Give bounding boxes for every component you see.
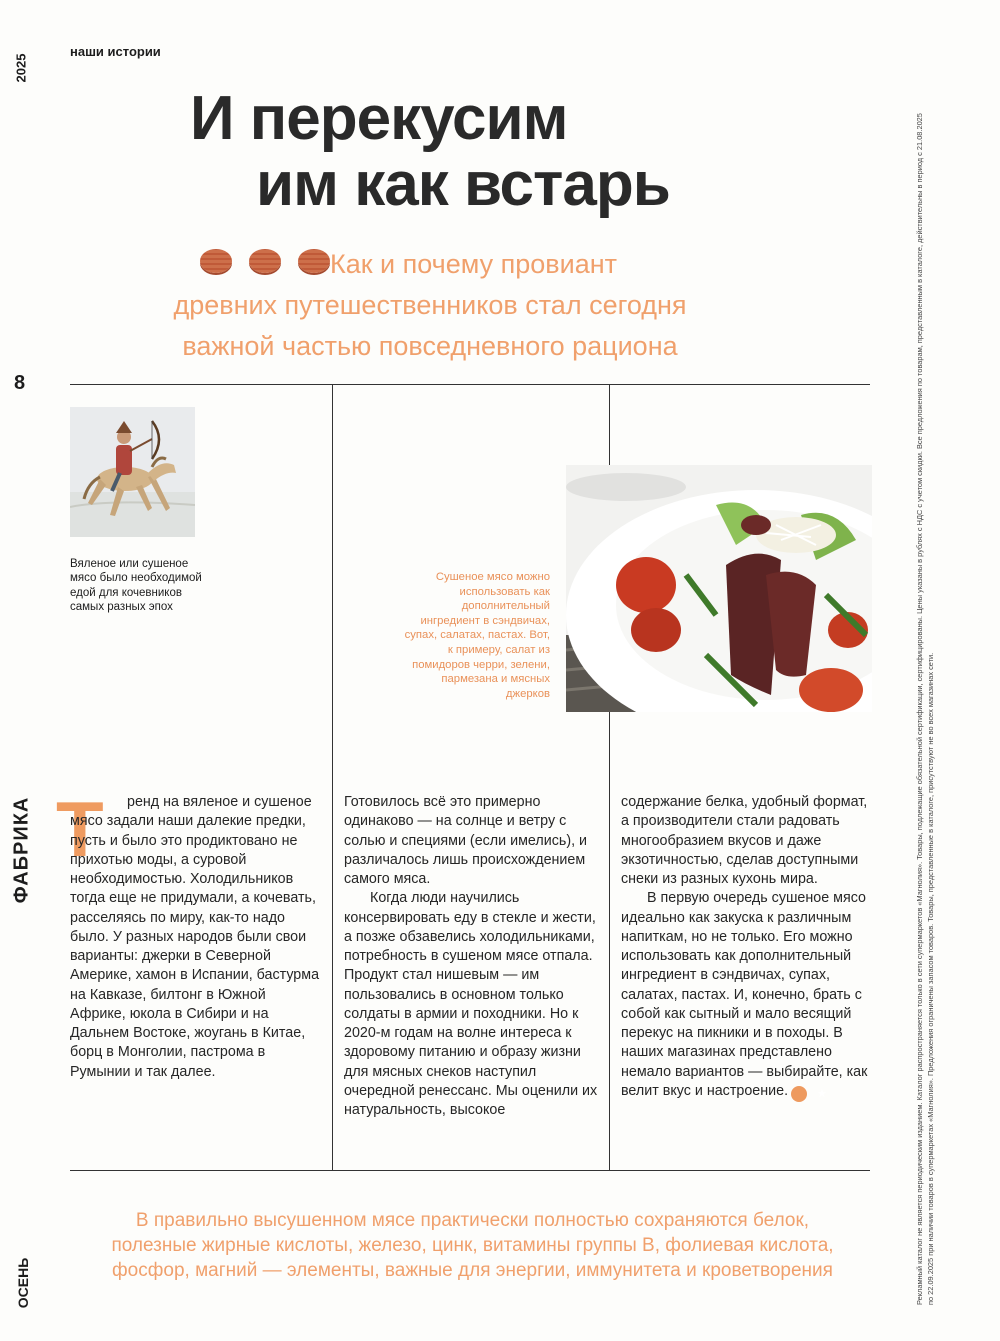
title-line-2: им как встарь xyxy=(256,150,670,219)
article-paragraph xyxy=(621,889,873,1102)
legal-disclaimer: Рекламный каталог не является периодическим изданием. Каталог распространяется только в сети супермаркетов «Магнолия». Товары, подлежащие обязательной сертификации, сертифицированы. Цены указаны в рублях с НДС с учетом скидки. Все предложения по товарам, представленным в каталоге, действительны в период с 21.08.2025 по 22.09.2025 при наличии товаров в супермаркетах «Магнолия». Предложения ограничены запасом товаров. Товары, представленные в каталоге, присутствуют не во всех магазинах сети. xyxy=(915,113,935,1305)
article-paragraph-text: В первую очередь сушеное мясо идеально как закуска к различным напиткам, но не только. Его можно использовать как дополнительный ингредиент в сэндвичах, супах, салатах, пастах. И, конечно, брать с собой как сытный и мало весящий перекус на пикники и в походы. В наших магазинах представлено немало вариантов — выбирайте, как велит вкус и настроение. xyxy=(621,890,868,1099)
article-subtitle xyxy=(120,244,740,367)
subtitle-line-3: важной частью повседневного рациона xyxy=(182,331,678,361)
article-paragraph: ренд на вяленое и сушеное мясо задали наши далекие предки, пусть и было это продиктовано не прихотью моды, а суровой необходимостью. Холодильников тогда еще не придумали, а кочевать, расселяясь по миру, как-то надо было. У разных народов были свои варианты: джерки в Северной Америке, хамон в Испании, бастурма на Кавказе, билтонг в Южной Африке, юкола в Сибири и на Дальнем Востоке, жоугань в Китае, борц в Монголии, пастрома в Румынии и так далее. xyxy=(70,794,320,1080)
article-column-3 xyxy=(621,793,873,1102)
pull-quote: В правильно высушенном мясе практически полностью сохраняются белок, полезные жирные кислоты, железо, цинк, витамины группы В, фолиевая кислота, фосфор, магний — элементы, важные для энергии, иммунитета и кроветворения xyxy=(111,1210,834,1281)
top-divider xyxy=(70,384,870,385)
page-number: 8 xyxy=(14,372,26,394)
season-label: ОСЕНЬ xyxy=(15,1257,31,1309)
subtitle-line-1: Как и почему провиант xyxy=(330,249,618,279)
photo-caption: Сушеное мясо можно использовать как дополнительный ингредиент в сэндвичах, супах, салатах, пастах. Вот, к примеру, салат из помидоров черри, зелени, пармезана и мясных джерков xyxy=(404,571,550,700)
subtitle-line-2: древних путешественников стал сегодня xyxy=(173,290,687,320)
article-title xyxy=(190,86,670,218)
year-label: 2025 xyxy=(13,53,29,83)
salad-photo xyxy=(566,465,872,712)
article-paragraph: Когда люди научились консервировать еду в стекле и жести, а позже обзавелись холодильниками, потребность в сушеном мясе отпала. Продукт стал нишевым — им пользовались в основном только солдаты в армии и походники. Но к 2020-м годам на волне интереса к здоровому питанию и образу жизни для мясных снеков наступил очередной ренессанс. Мы оценили их натуральность, высокое xyxy=(344,890,598,1118)
article-paragraph: содержание белка, удобный формат, а производители стали радовать многообразием вкусов и даже экзотичностью, сделав доступными снеки из разных кухонь мира. xyxy=(621,794,868,887)
magazine-name: ФАБРИКА xyxy=(10,796,33,904)
article-paragraph: Готовилось всё это примерно одинаково — на солнце и ветру с солью и специями (если имелись), и различалось лишь происхождением самого мяса. xyxy=(344,794,588,887)
column-divider xyxy=(332,385,333,1170)
article-column-1 xyxy=(70,793,320,1082)
section-label: наши истории xyxy=(70,44,161,59)
nomad-archer-illustration xyxy=(70,407,195,537)
article-column-2 xyxy=(344,793,599,1120)
end-star-icon: ★ xyxy=(791,1086,807,1102)
title-line-1: И перекусим xyxy=(190,84,568,153)
drop-cap: Т xyxy=(56,785,104,873)
illustration-caption: Вяленое или сушеное мясо было необходимой едой для кочевников самых разных эпох xyxy=(70,558,202,614)
bottom-divider xyxy=(70,1170,870,1171)
